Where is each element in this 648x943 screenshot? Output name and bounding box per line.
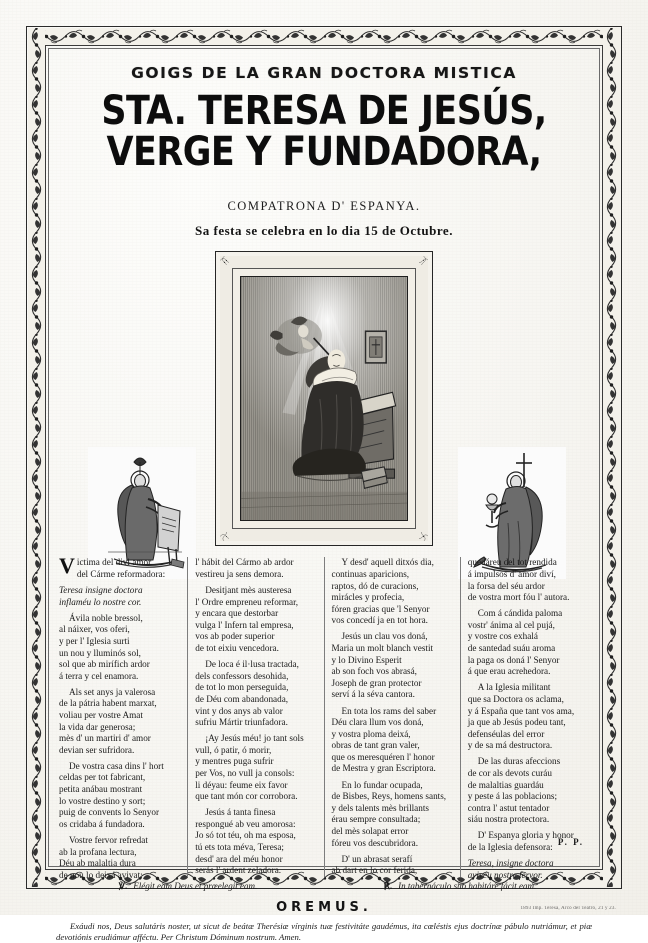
verse-line: devian ser sufridora. bbox=[59, 744, 135, 755]
stanza bbox=[468, 557, 589, 603]
verse-line: contra l' astut tentador bbox=[467, 802, 550, 813]
stanza bbox=[195, 585, 316, 655]
verse-line: ab son foch vos abrasá, bbox=[331, 666, 417, 677]
verse-line: avivéu nostre fervor. bbox=[467, 869, 543, 880]
verse-line: sufriu Mártir triunfadora. bbox=[195, 717, 288, 728]
verse-line: y encara que destorbar bbox=[195, 608, 279, 619]
verse-line: de Bisbes, Reys, homens sants, bbox=[331, 791, 447, 802]
verse-line: vulga l' Infern tal empresa, bbox=[195, 619, 294, 630]
verse-column-3 bbox=[324, 557, 460, 877]
refrain-stanza bbox=[468, 858, 589, 881]
verse-line: petita anábau mostrant bbox=[59, 784, 143, 795]
verse-line: fóren gracias que 'l Senyor bbox=[331, 603, 430, 614]
verse-line: la paga os doná l' Senyor bbox=[467, 654, 560, 665]
verse-line: á terra y cel enamora. bbox=[59, 670, 139, 681]
verse-line: al náixer, vos oferi, bbox=[59, 624, 130, 635]
verse-line: ictima del divi amor bbox=[76, 557, 152, 568]
verse-line: defenséulas del error bbox=[467, 728, 545, 739]
verse-line: serví á la séva cantora. bbox=[331, 689, 415, 700]
verse-line: del Cárme reformadora: bbox=[76, 568, 166, 579]
verse-line: érau sempre consultada; bbox=[331, 814, 421, 825]
verse-line: vint y dos anys ab valor bbox=[195, 705, 283, 716]
verse-line: os cridaba á fundadora. bbox=[59, 818, 145, 829]
response-mark-icon: ℟. bbox=[383, 881, 393, 892]
verse-column-1 bbox=[52, 553, 187, 880]
verse-line: de tot lo mon perseguida, bbox=[195, 682, 289, 693]
verse-line: sol que ab mirífich ardor bbox=[59, 659, 150, 670]
verse-line: vos ab poder superior bbox=[195, 631, 275, 642]
verse-line: y vostra ploma deixá, bbox=[331, 728, 411, 739]
verse-line: y de sa má destructora. bbox=[467, 740, 553, 751]
printer-imprint: 1893 Imp. Teresa, Arco del Teatro, 21 y 23. bbox=[520, 906, 616, 911]
stanza bbox=[332, 557, 453, 627]
verse-line: puig de convents lo Senyor bbox=[59, 807, 160, 818]
stanza-opening bbox=[59, 553, 180, 580]
verse-line: Y desd' aquell ditxós dia, bbox=[341, 557, 434, 568]
verse-line: la vida dar generosa; bbox=[59, 721, 136, 732]
stanza bbox=[332, 854, 453, 877]
verse-line: ja que ab Jesús podeu tant, bbox=[467, 717, 566, 728]
imprimatur-initials: P. P. bbox=[557, 837, 584, 847]
engraving-ornate-frame bbox=[220, 256, 428, 541]
verse-line: Jesús á tanta finesa bbox=[205, 807, 276, 818]
engraving-mat bbox=[232, 268, 416, 529]
verse-line: Desitjant mès austeresa bbox=[205, 585, 292, 596]
verse-line: y dels talents mès brillants bbox=[331, 802, 429, 813]
drop-cap: V bbox=[59, 553, 75, 579]
verse-line: y mentres puga sufrir bbox=[195, 756, 274, 767]
verse-line: vestireu ja sens demora. bbox=[195, 568, 284, 579]
verse-line: de vostra mort fóu l' autora. bbox=[467, 592, 570, 603]
verse-line: Déu ab malaltia dura bbox=[59, 858, 136, 869]
verse-line: celdas per tot fabricant, bbox=[59, 772, 146, 783]
verse-line: á que erau acrehedora. bbox=[467, 666, 551, 677]
verse-columns bbox=[52, 553, 596, 880]
verse-line: raptos, dó de curacions, bbox=[331, 580, 419, 591]
verse-line: vos concedí ja en tot hora. bbox=[331, 615, 428, 626]
verse-line: De loca é il·lusa tractada, bbox=[205, 659, 299, 670]
stanza bbox=[468, 682, 589, 752]
verse-line: dels confessors desohida, bbox=[195, 670, 289, 681]
verse-line: á impulsos d' amor diví, bbox=[467, 568, 556, 579]
verse-line: De las duras afeccions bbox=[477, 756, 561, 767]
verse-line: ¡Ay Jesús méu! jo tant sols bbox=[205, 733, 304, 744]
stanza bbox=[59, 835, 180, 881]
verse-line: de la pátria habent marxat, bbox=[59, 698, 157, 709]
verse-line: de Mestra y gran Escriptora. bbox=[331, 763, 436, 774]
stanza bbox=[468, 756, 589, 826]
verse-line: li déyau: feume eix favor bbox=[195, 779, 288, 790]
kicker-heading: GOIGS DE LA GRAN DOCTORA MISTICA bbox=[131, 64, 517, 82]
versicle-mark-icon: ℣. bbox=[118, 881, 128, 892]
verse-line: D' un abrasat serafí bbox=[341, 853, 413, 864]
verse-line: D' Espanya gloria y honor bbox=[477, 830, 574, 841]
verse-line: Maria un molt blanch vestit bbox=[331, 643, 434, 654]
verse-line: Teresa insigne doctora bbox=[59, 585, 143, 596]
verse-line: Jesús un clau vos doná, bbox=[341, 631, 428, 642]
versicle-left bbox=[52, 881, 324, 892]
stanza bbox=[195, 807, 316, 877]
versicle-right bbox=[324, 881, 596, 892]
stanza bbox=[195, 557, 316, 580]
stanza bbox=[332, 780, 453, 850]
oremus-heading: OREMUS. bbox=[276, 900, 372, 916]
verse-line: de la Iglesia defensora: bbox=[467, 842, 553, 853]
saint-teresa-transverberation-engraving bbox=[240, 276, 408, 521]
verse-line: l' hábit del Cármo ab ardor bbox=[195, 557, 294, 568]
verse-line: De vostra casa dins l' hort bbox=[69, 760, 164, 771]
verse-line: y vostre cos exhalá bbox=[467, 631, 538, 642]
verse-line: fóreu vos descubridora. bbox=[331, 837, 418, 848]
verse-line: de Déu com abandonada, bbox=[195, 693, 289, 704]
verse-line: de santedad suáu aroma bbox=[467, 643, 556, 654]
verse-line: que sa Doctora os aclama, bbox=[467, 693, 564, 704]
verse-line: tú ets tota méva, Teresa; bbox=[195, 842, 284, 853]
stanza bbox=[468, 608, 589, 678]
stanza bbox=[195, 733, 316, 803]
verse-line: un nou y lluminós sol, bbox=[59, 647, 141, 658]
verse-line: ab la profana lectura, bbox=[59, 846, 137, 857]
feast-day-line: Sa festa se celebra en lo dia 15 de Octubre. bbox=[195, 223, 453, 239]
stanza bbox=[195, 659, 316, 729]
refrain-stanza bbox=[59, 585, 180, 608]
verse-line: l' Ordre empreneu reformar, bbox=[195, 596, 299, 607]
verse-line: serás l' ardent zeladora. bbox=[195, 865, 282, 876]
collect-prayer-text: Exáudi nos, Deus salutáris noster, ut sicut de beátæ Therésiæ vírginis tuæ festivitáte gaudémus, ita cœléstis ejus doctrínæ pábulo nutriámur, et piæ devotiónis erudiámur afféctu. Per Christum Dóminum nostrum. Amen. bbox=[56, 921, 592, 943]
verse-line: En lo fundar ocupada, bbox=[341, 779, 423, 790]
verse-line: Vostre fervor refredat bbox=[69, 834, 148, 845]
verse-line: vostr' ánima al cel pujá, bbox=[467, 619, 555, 630]
verse-line: que os meresquéren l' honor bbox=[331, 751, 435, 762]
verse-line: que tant món cor corrobora. bbox=[195, 791, 298, 802]
verse-line: Als set anys ja valerosa bbox=[69, 686, 156, 697]
stanza bbox=[332, 706, 453, 776]
verse-line: mirácles y profecia, bbox=[331, 592, 405, 603]
verse-line: Com á cándida paloma bbox=[477, 608, 563, 619]
border-ornament-right bbox=[603, 28, 620, 887]
verse-line: y per l' Iglesia surti bbox=[59, 635, 130, 646]
verse-line: inflaméu lo nostre cor. bbox=[59, 596, 142, 607]
verse-line: ab dart en lo cor ferida, bbox=[331, 865, 418, 876]
stanza bbox=[332, 631, 453, 701]
verse-line: siáu nostra protectora. bbox=[467, 814, 550, 825]
verse-line: y peste á las poblacions; bbox=[467, 791, 558, 802]
subtitle: COMPATRONA D' ESPANYA. bbox=[227, 199, 421, 214]
stanza bbox=[59, 761, 180, 831]
versicle-response-row bbox=[52, 881, 596, 892]
verse-line: Ávila noble bressol, bbox=[69, 612, 143, 623]
verse-line: y á España que tant vos ama, bbox=[467, 705, 575, 716]
verse-column-2 bbox=[187, 557, 323, 877]
response-text: In tabernáculo suo habitáre fácit eam. bbox=[398, 881, 537, 892]
verse-line: obras de tant gran valer, bbox=[331, 740, 420, 751]
versicle-text: Elégit eam Deus et prœelegit eam. bbox=[133, 881, 258, 892]
verse-line: de tot eixiu vencedora. bbox=[195, 643, 279, 654]
verse-line: de cor als devots curáu bbox=[467, 767, 552, 778]
verse-line: de nou lo deixá avivat; bbox=[59, 869, 143, 880]
verse-line: respongué ab veu amorosa: bbox=[195, 818, 296, 829]
verse-line: voliau per vostre Amat bbox=[59, 710, 143, 721]
verse-line: mès d' un martiri d' amor bbox=[59, 733, 151, 744]
stanza bbox=[59, 687, 180, 757]
central-engraving-plate bbox=[215, 251, 433, 546]
verse-line: continuas aparicions, bbox=[331, 568, 410, 579]
verse-line: A la Iglesia militant bbox=[477, 682, 551, 693]
verse-line: de malaltias guardáu bbox=[467, 779, 544, 790]
verse-line: Déu clara llum vos doná, bbox=[331, 717, 424, 728]
page-title: STA. TERESA DE JESÚS, VERGE Y FUNDADORA, bbox=[101, 88, 547, 175]
verse-line: del mès solapat error bbox=[331, 825, 409, 836]
border-ornament-top bbox=[28, 28, 620, 45]
verse-line: la forsa del séu ardor bbox=[467, 580, 545, 591]
verse-line: Joseph de gran protector bbox=[331, 677, 422, 688]
verse-line: desd' ara del méu honor bbox=[195, 853, 283, 864]
verse-line: per Vos, no vull ja consols: bbox=[195, 767, 295, 778]
illustration-row bbox=[52, 251, 596, 551]
stanza bbox=[59, 613, 180, 683]
verse-line: Teresa, insigne doctora bbox=[467, 858, 554, 869]
verse-column-4 bbox=[460, 557, 596, 880]
verse-line: quedáreu del tot rendida bbox=[467, 557, 557, 568]
verse-line: En tota los rams del saber bbox=[341, 705, 437, 716]
verse-line: vull, ó patir, ó morir, bbox=[195, 744, 272, 755]
verse-line: Jo só tot téu, oh ma esposa, bbox=[195, 830, 296, 841]
border-ornament-left bbox=[28, 28, 45, 887]
verse-line: y lo Divino Esperit bbox=[331, 654, 402, 665]
verse-line: lo vostre destino y sort; bbox=[59, 795, 146, 806]
